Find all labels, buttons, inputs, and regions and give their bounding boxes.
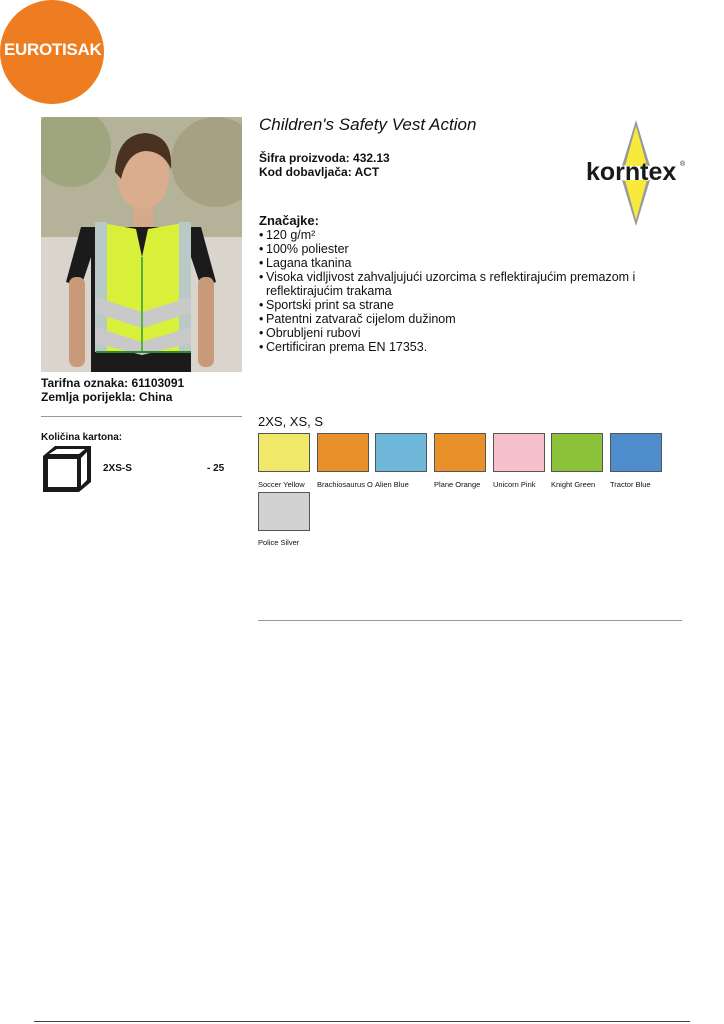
product-title: Children's Safety Vest Action <box>259 115 477 134</box>
korntex-logo-text: korntex <box>586 158 677 186</box>
color-label: Unicorn Pink <box>493 480 536 489</box>
color-label: Tractor Blue <box>610 480 651 489</box>
carton-size-range: 2XS-S <box>103 463 132 474</box>
color-label: Soccer Yellow <box>258 480 305 489</box>
content-divider <box>258 620 682 621</box>
color-swatch-unicorn-pink <box>493 433 545 472</box>
color-swatch-brachiosaurus-orange <box>317 433 369 472</box>
feature-item: • 100% poliester <box>259 242 679 256</box>
feature-item: • 120 g/m² <box>259 228 679 242</box>
feature-item: • Sportski print sa strane <box>259 298 679 312</box>
feature-item: • Certificiran prema EN 17353. <box>259 340 679 354</box>
tariff-code: Tarifna oznaka: 61103091 <box>41 376 185 390</box>
color-swatch-knight-green <box>551 433 603 472</box>
page-footer-rule <box>34 1021 690 1022</box>
color-swatch-alien-blue <box>375 433 427 472</box>
color-swatch-soccer-yellow <box>258 433 310 472</box>
country-of-origin: Zemlja porijekla: China <box>41 390 173 404</box>
features-list <box>259 228 679 354</box>
color-swatch-plane-orange <box>434 433 486 472</box>
left-divider <box>41 416 242 417</box>
product-photo <box>41 117 242 372</box>
color-label: Brachiosaurus O <box>317 480 373 489</box>
korntex-logo <box>584 118 688 228</box>
color-label: Plane Orange <box>434 480 481 489</box>
feature-item: • Visoka vidljivost zahvaljujući uzorcima s reflektirajućim premazom i reflektirajućim trakama <box>259 270 679 298</box>
korntex-registered-mark: ® <box>680 161 686 168</box>
carton-box-icon <box>41 444 93 494</box>
carton-quantity-label: Količina kartona: <box>41 432 123 443</box>
eurotisak-logo-text: EUROTISAK <box>4 40 102 59</box>
color-swatch-police-silver <box>258 492 310 531</box>
carton-quantity: - 25 <box>207 463 225 474</box>
feature-item: • Patentni zatvarač cijelom dužinom <box>259 312 679 326</box>
color-label: Knight Green <box>551 480 596 489</box>
color-label: Alien Blue <box>375 480 409 489</box>
features-title: Značajke: <box>259 213 319 228</box>
supplier-code: Kod dobavljača: ACT <box>259 165 380 179</box>
product-code: Šifra proizvoda: 432.13 <box>259 151 390 165</box>
feature-item: • Lagana tkanina <box>259 256 679 270</box>
color-swatch-tractor-blue <box>610 433 662 472</box>
color-label: Police Silver <box>258 538 300 547</box>
feature-item: • Obrubljeni rubovi <box>259 326 679 340</box>
available-sizes: 2XS, XS, S <box>258 414 324 429</box>
